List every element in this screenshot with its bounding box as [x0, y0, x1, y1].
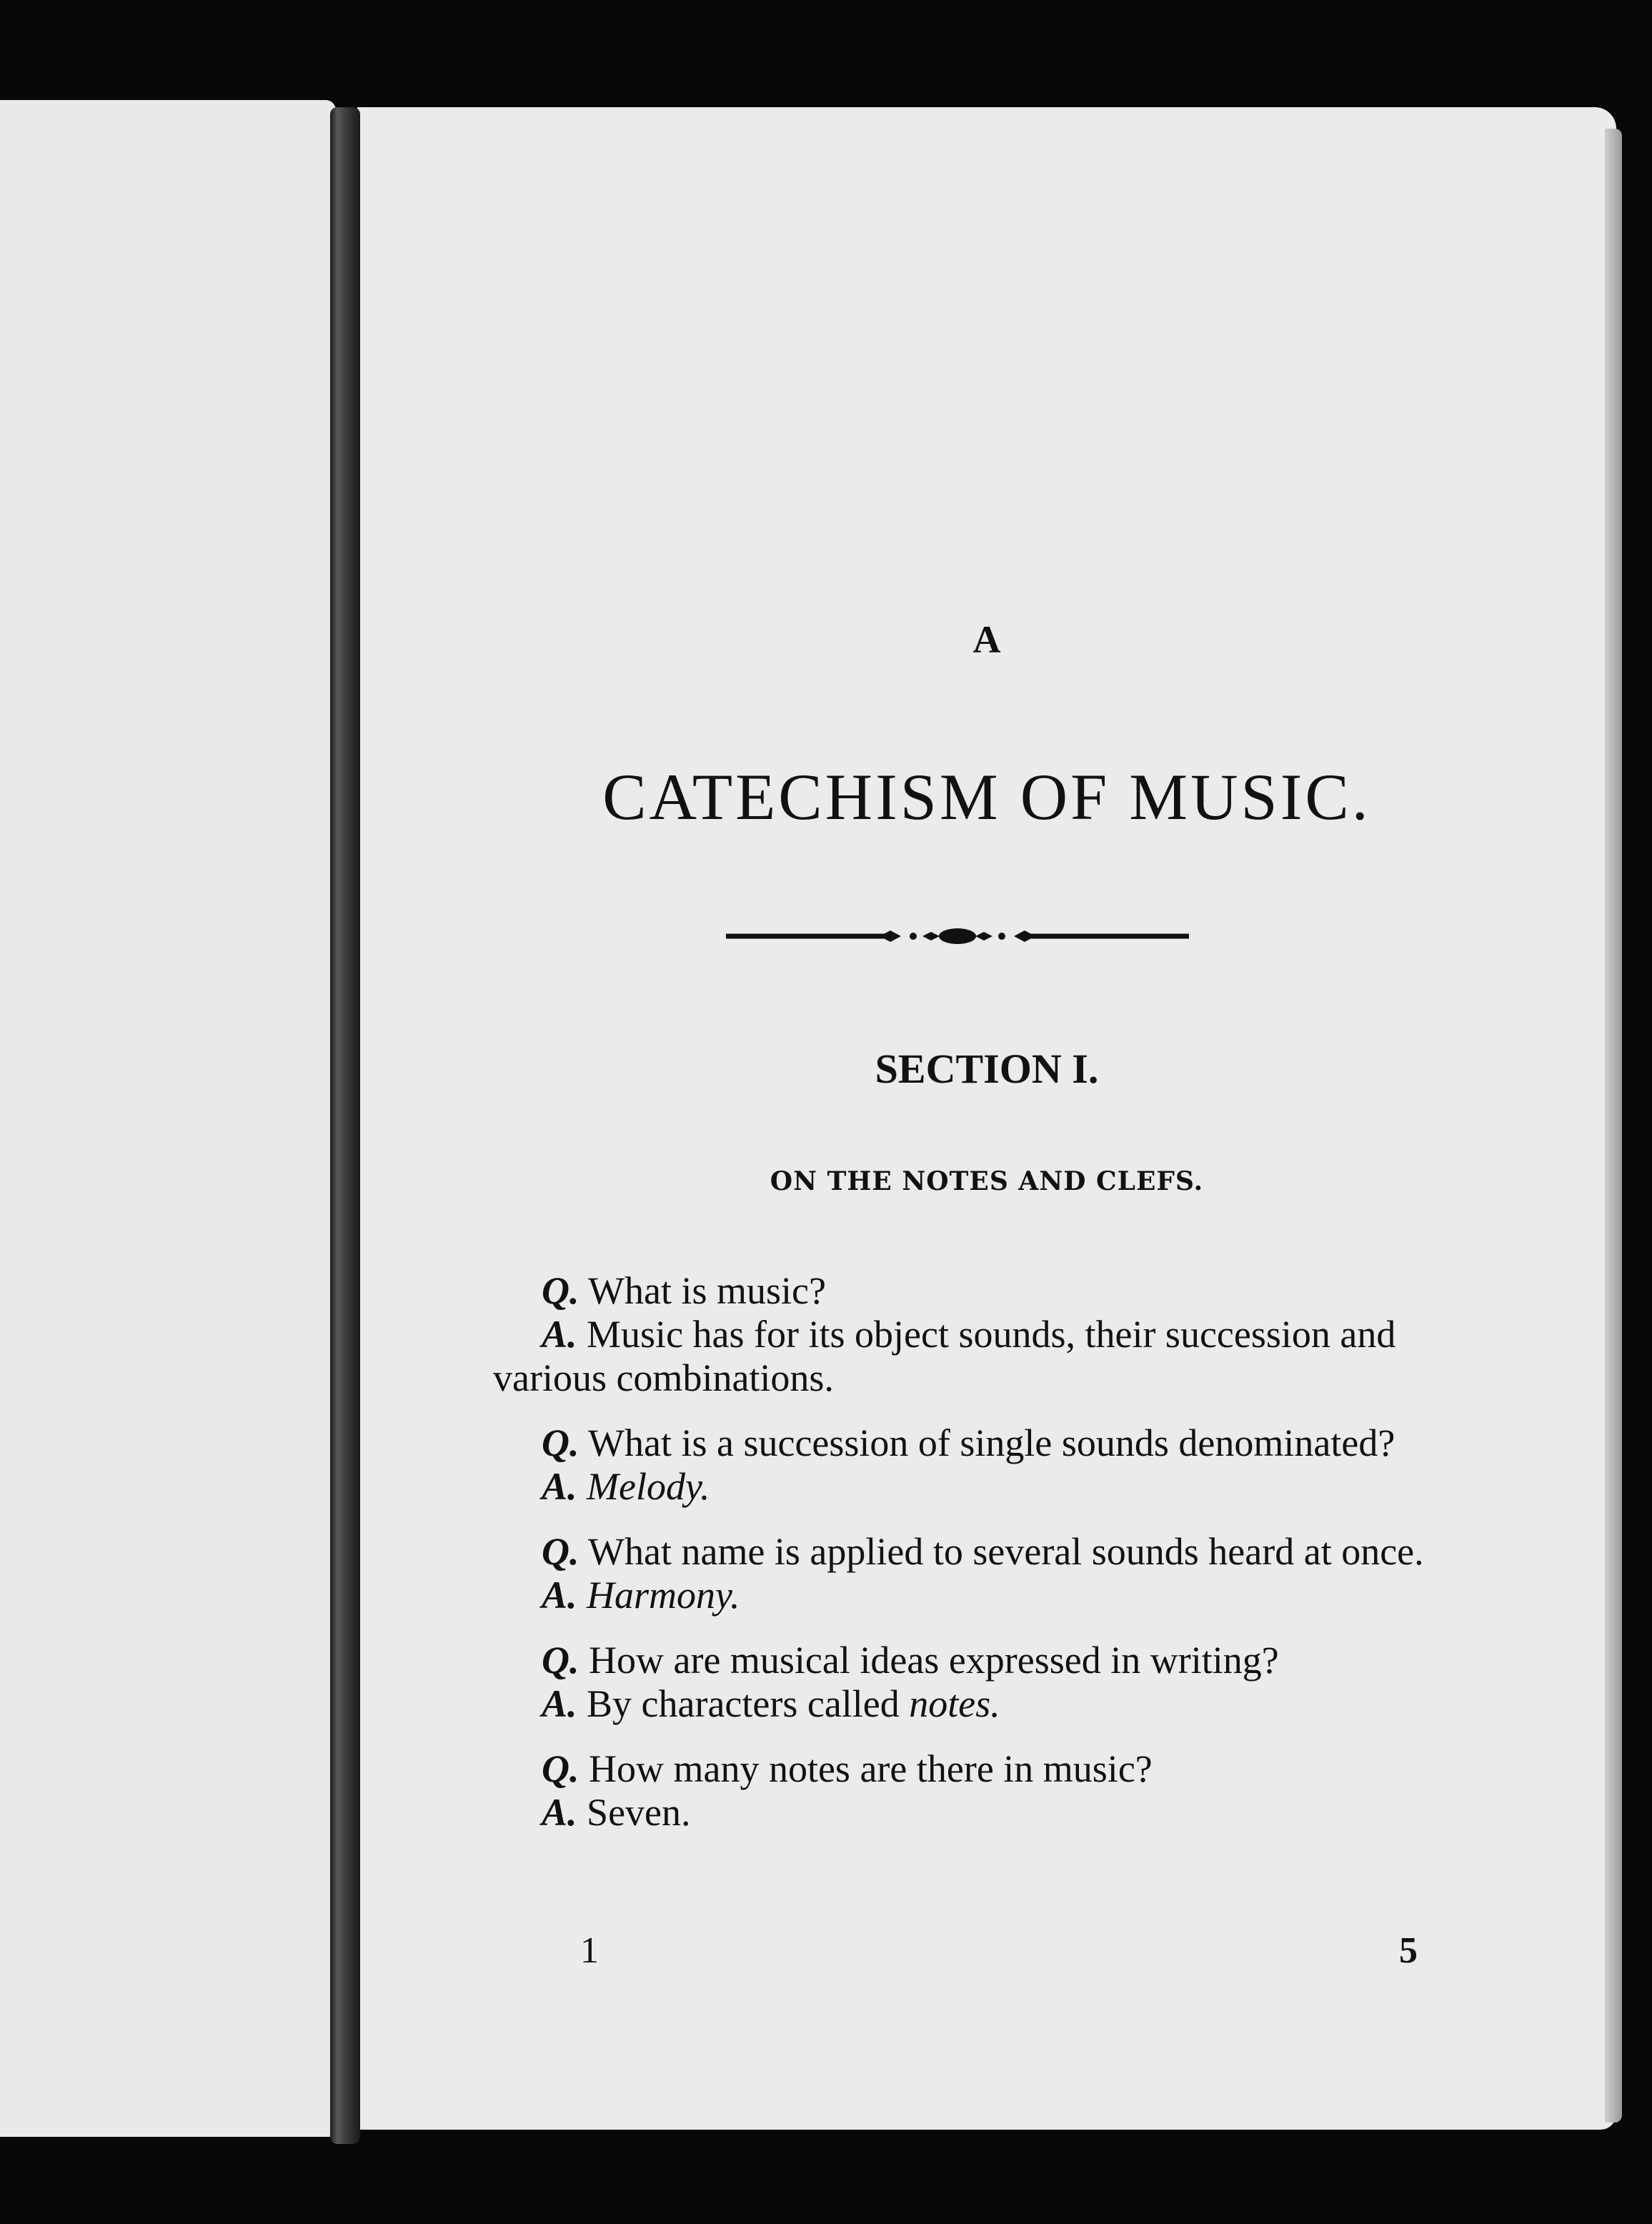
question-text: What is music?: [588, 1269, 826, 1312]
answer-emphasis: notes.: [909, 1682, 1000, 1725]
answer-text: Melody.: [587, 1465, 710, 1508]
question-label: Q.: [542, 1747, 579, 1790]
title-article: A: [972, 618, 1001, 661]
section-subtitle: ON THE NOTES AND CLEFS.: [770, 1166, 1204, 1196]
page-edge: [1605, 129, 1622, 2123]
answer-label: A.: [542, 1791, 577, 1834]
catechism-body: [493, 1269, 1443, 1835]
answer-text: Seven.: [587, 1791, 691, 1834]
answer-label: A.: [542, 1682, 577, 1725]
answer-text: Music has for its object sounds, their succession and various combinations.: [493, 1313, 1396, 1399]
section-heading: SECTION I.: [875, 1046, 1099, 1092]
answer: [493, 1682, 1443, 1726]
ornament-divider-icon: [726, 922, 1189, 950]
answer: [493, 1313, 1443, 1400]
book-binding: [330, 107, 360, 2144]
page-title: CATECHISM OF MUSIC.: [602, 760, 1371, 833]
question-label: Q.: [542, 1639, 579, 1682]
question: [493, 1421, 1443, 1465]
answer: [493, 1465, 1443, 1509]
left-page: [0, 100, 336, 2137]
answer-text: Harmony.: [587, 1574, 740, 1617]
answer-label: A.: [542, 1465, 577, 1508]
answer-label: A.: [542, 1574, 577, 1617]
question-label: Q.: [542, 1421, 579, 1464]
question-text: How are musical ideas expressed in writing?: [589, 1639, 1279, 1682]
page-number: 5: [1399, 1930, 1418, 1971]
question-label: Q.: [542, 1530, 579, 1573]
question: [493, 1530, 1443, 1574]
question: [493, 1747, 1443, 1791]
question-label: Q.: [542, 1269, 579, 1312]
answer: [493, 1791, 1443, 1835]
question-text: How many notes are there in music?: [589, 1747, 1153, 1790]
answer-label: A.: [542, 1313, 577, 1356]
signature-mark: 1: [580, 1930, 599, 1971]
answer: [493, 1574, 1443, 1617]
question: [493, 1639, 1443, 1682]
question: [493, 1269, 1443, 1313]
answer-text: By characters called: [587, 1682, 900, 1725]
question-text: What is a succession of single sounds denominated?: [588, 1421, 1395, 1464]
question-text: What name is applied to several sounds heard at once.: [588, 1530, 1424, 1573]
